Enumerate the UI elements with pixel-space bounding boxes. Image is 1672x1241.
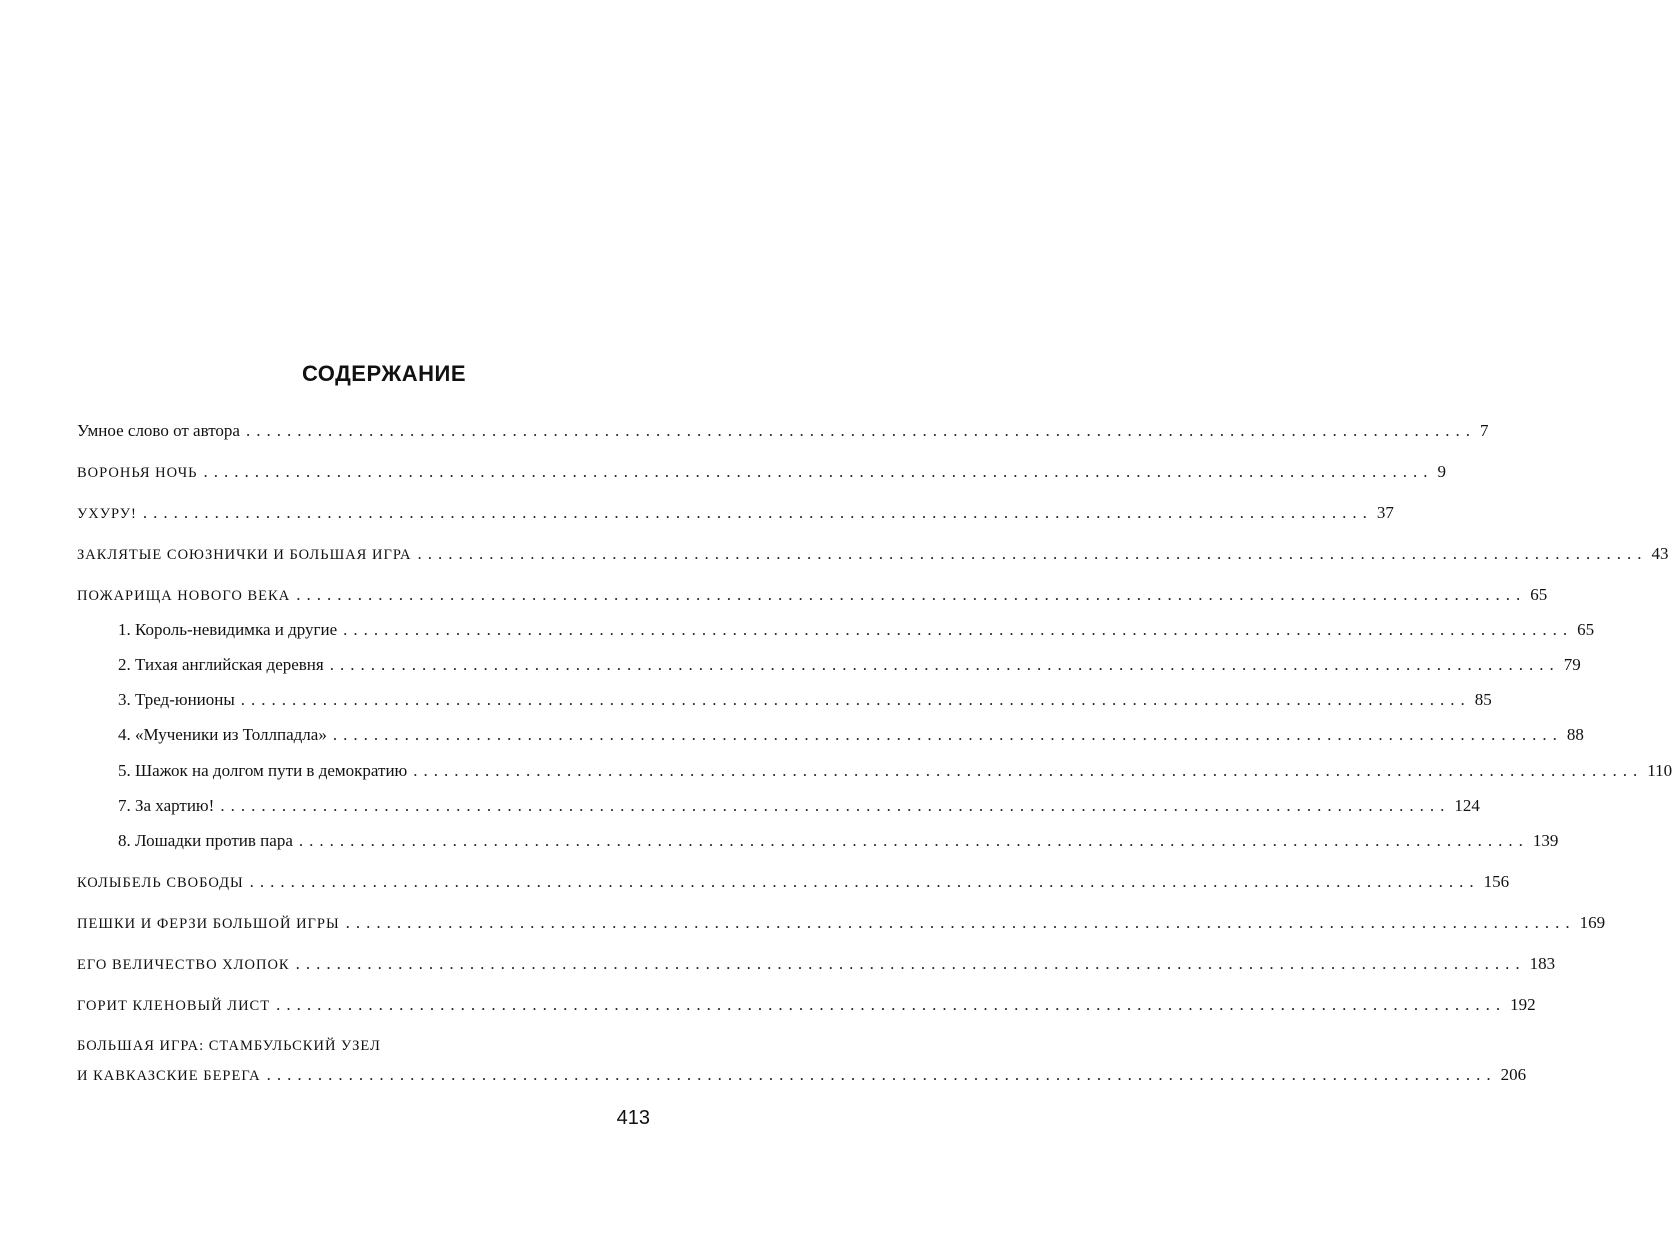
toc-entry-page: 169 bbox=[1579, 913, 1606, 932]
toc-entry-label-line1: БОЛЬШАЯ ИГРА: СТАМБУЛЬСКИЙ УЗЕЛ bbox=[77, 1038, 381, 1054]
leader-dots: ........................................................................................................................ bbox=[142, 503, 1373, 522]
leader-dots: ........................................................................................................................ bbox=[203, 462, 1434, 481]
leader-dots: ........................................................................................................................ bbox=[245, 421, 1476, 440]
page-title: СОДЕРЖАНИЕ bbox=[301, 361, 467, 386]
toc-subentry bbox=[118, 830, 1559, 852]
toc-entry-label: 1. Король-невидимка и другие bbox=[118, 620, 338, 639]
leader-dots: ........................................................................................................................ bbox=[276, 995, 1507, 1014]
toc-entry bbox=[77, 1064, 1527, 1087]
toc-entry bbox=[77, 584, 1548, 607]
table-of-contents bbox=[77, 0, 1672, 1241]
leader-dots: ........................................................................................................................ bbox=[295, 954, 1526, 973]
toc-entry bbox=[77, 953, 1556, 976]
toc-entry bbox=[77, 994, 1536, 1017]
toc-entry-page: 85 bbox=[1474, 690, 1492, 709]
toc-entry-page: 183 bbox=[1529, 954, 1556, 973]
toc-entry-label: 3. Тред-юнионы bbox=[118, 690, 235, 709]
leader-dots: ........................................................................................................................ bbox=[343, 620, 1574, 639]
toc-subentry bbox=[118, 760, 1672, 782]
toc-entry-page: 110 bbox=[1647, 761, 1672, 780]
toc-entry-label: 2. Тихая английская деревня bbox=[118, 655, 324, 674]
toc-subentry bbox=[118, 724, 1584, 746]
toc-entry-label: 7. За хартию! bbox=[118, 796, 215, 815]
leader-dots: ........................................................................................................................ bbox=[329, 655, 1560, 674]
toc-entry bbox=[77, 420, 1489, 442]
toc-entry-label: КОЛЫБЕЛЬ СВОБОДЫ bbox=[77, 875, 244, 891]
toc-entry-label: ЕГО ВЕЛИЧЕСТВО ХЛОПОК bbox=[77, 957, 290, 973]
toc-entry-page: 43 bbox=[1651, 544, 1669, 563]
toc-entry bbox=[77, 871, 1510, 894]
toc-entry-label: И КАВКАЗСКИЕ БЕРЕГА bbox=[77, 1068, 261, 1084]
page-number: 413 bbox=[616, 1107, 650, 1129]
toc-entry-label: Умное слово от автора bbox=[77, 421, 240, 440]
leader-dots: ........................................................................................................................ bbox=[417, 544, 1648, 563]
leader-dots: ........................................................................................................................ bbox=[345, 913, 1576, 932]
toc-entry-page: 65 bbox=[1577, 620, 1595, 639]
toc-entry-label: 5. Шажок на долгом пути в демократию bbox=[118, 761, 408, 780]
toc-entry bbox=[77, 461, 1447, 484]
toc-entry-page: 88 bbox=[1566, 725, 1584, 744]
toc-entry-page: 139 bbox=[1532, 831, 1559, 850]
toc-entry-label: ВОРОНЬЯ НОЧЬ bbox=[77, 465, 198, 481]
toc-entry-page: 124 bbox=[1454, 796, 1480, 815]
toc-entry-page: 206 bbox=[1500, 1065, 1527, 1084]
toc-entry-page: 37 bbox=[1376, 503, 1394, 522]
leader-dots: ........................................................................................................................ bbox=[296, 585, 1527, 604]
toc-entry bbox=[77, 502, 1394, 525]
toc-subentry bbox=[118, 619, 1595, 641]
toc-entry-page: 156 bbox=[1483, 872, 1510, 891]
toc-subentry bbox=[118, 689, 1492, 711]
toc-entry-label: 8. Лошадки против пара bbox=[118, 831, 293, 850]
leader-dots: ........................................................................................................................ bbox=[249, 872, 1480, 891]
leader-dots: ........................................................................................................................ bbox=[240, 690, 1471, 709]
leader-dots: ........................................................................................................................ bbox=[220, 796, 1451, 815]
toc-entry-page: 7 bbox=[1479, 421, 1489, 440]
toc-entry-label: ПОЖАРИЩА НОВОГО ВЕКА bbox=[77, 588, 291, 604]
toc-subentry bbox=[118, 795, 1480, 817]
toc-entry bbox=[77, 912, 1606, 935]
toc-entry-label: ГОРИТ КЛЕНОВЫЙ ЛИСТ bbox=[77, 998, 271, 1014]
toc-entry bbox=[77, 543, 1669, 566]
toc-entry-label: ПЕШКИ И ФЕРЗИ БОЛЬШОЙ ИГРЫ bbox=[77, 916, 340, 932]
toc-entry-page: 9 bbox=[1437, 462, 1447, 481]
toc-entry-label: УХУРУ! bbox=[77, 506, 137, 522]
toc-entry-page: 192 bbox=[1510, 995, 1536, 1014]
toc-entry-page: 65 bbox=[1530, 585, 1548, 604]
toc-entry-label: ЗАКЛЯТЫЕ СОЮЗНИЧКИ И БОЛЬШАЯ ИГРА bbox=[77, 547, 412, 563]
leader-dots: ........................................................................................................................ bbox=[332, 725, 1563, 744]
toc-subentry bbox=[118, 654, 1581, 676]
toc-entry-page: 79 bbox=[1563, 655, 1581, 674]
leader-dots: ........................................................................................................................ bbox=[266, 1065, 1497, 1084]
leader-dots: ........................................................................................................................ bbox=[298, 831, 1529, 850]
toc-entry-label: 4. «Мученики из Толлпадла» bbox=[118, 725, 327, 744]
leader-dots: ........................................................................................................................ bbox=[413, 761, 1644, 780]
